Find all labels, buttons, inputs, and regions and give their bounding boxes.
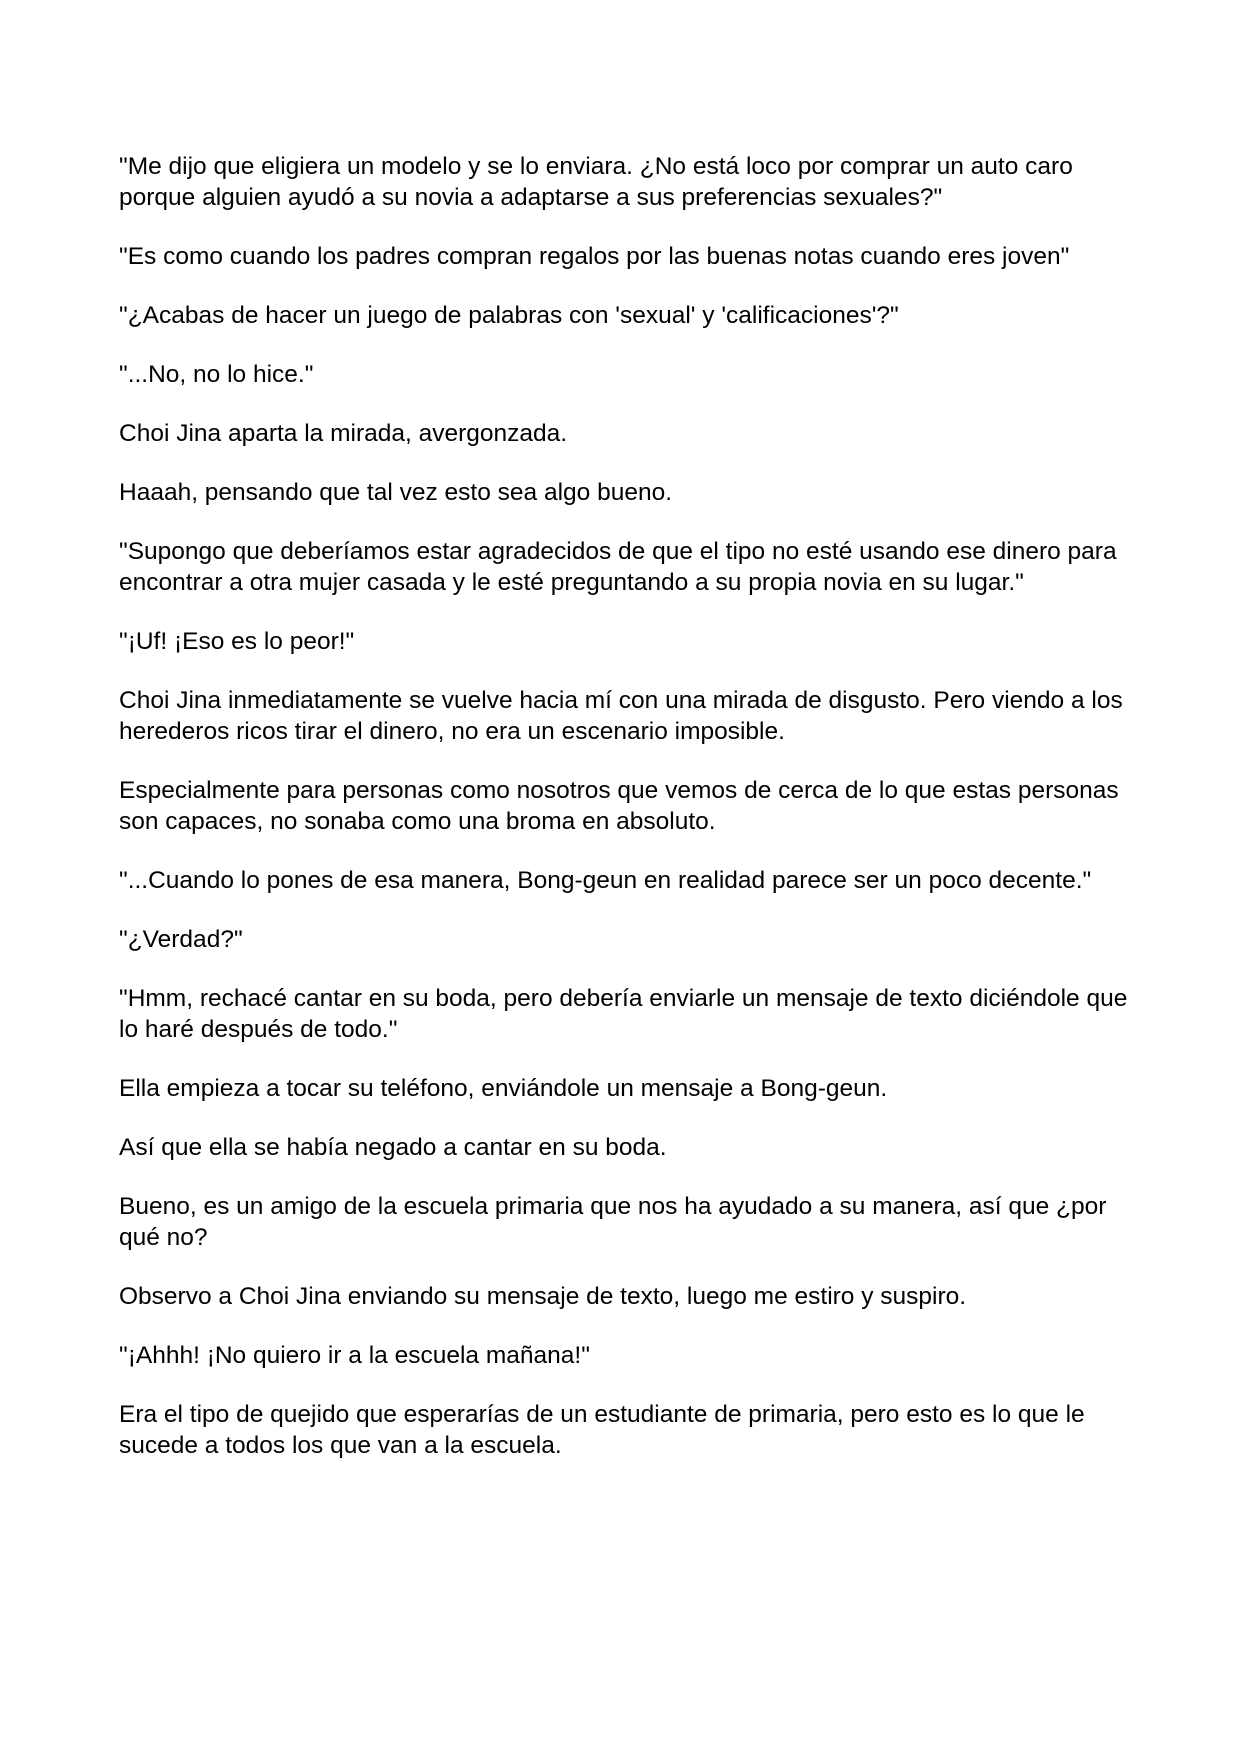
paragraph: "Hmm, rechacé cantar en su boda, pero debería enviarle un mensaje de texto diciéndole que lo haré después de todo." [119,985,1128,1043]
paragraph: "...No, no lo hice." [119,361,314,388]
paragraph: "¿Verdad?" [119,926,243,953]
text-column [119,151,1129,1489]
paragraph: Ella empieza a tocar su teléfono, enviándole un mensaje a Bong-geun. [119,1075,888,1102]
paragraph: "¡Ahhh! ¡No quiero ir a la escuela mañana!" [119,1342,590,1369]
paragraph: Observo a Choi Jina enviando su mensaje de texto, luego me estiro y suspiro. [119,1283,967,1310]
paragraph: "Supongo que deberíamos estar agradecidos de que el tipo no esté usando ese dinero para encontrar a otra mujer casada y le esté preguntando a su propia novia en su lugar." [119,538,1117,596]
paragraph: Así que ella se había negado a cantar en su boda. [119,1134,667,1161]
paragraph: "¿Acabas de hacer un juego de palabras con 'sexual' y 'calificaciones'?" [119,302,899,329]
paragraph: Haaah, pensando que tal vez esto sea algo bueno. [119,479,673,506]
paragraph: "Me dijo que eligiera un modelo y se lo enviara. ¿No está loco por comprar un auto caro porque alguien ayudó a su novia a adaptarse a sus preferencias sexuales?" [119,153,1073,211]
paragraph: Bueno, es un amigo de la escuela primaria que nos ha ayudado a su manera, así que ¿por qué no? [119,1193,1107,1251]
paragraph: Especialmente para personas como nosotros que vemos de cerca de lo que estas personas son capaces, no sonaba como una broma en absoluto. [119,777,1119,835]
paragraph: Era el tipo de quejido que esperarías de un estudiante de primaria, pero esto es lo que le sucede a todos los que van a la escuela. [119,1401,1085,1459]
paragraph: "...Cuando lo pones de esa manera, Bong-geun en realidad parece ser un poco decente." [119,867,1092,894]
paragraph: Choi Jina inmediatamente se vuelve hacia mí con una mirada de disgusto. Pero viendo a los herederos ricos tirar el dinero, no era un escenario imposible. [119,687,1123,745]
paragraph: "Es como cuando los padres compran regalos por las buenas notas cuando eres joven" [119,243,1070,270]
paragraph: Choi Jina aparta la mirada, avergonzada. [119,420,568,447]
paragraph: "¡Uf! ¡Eso es lo peor!" [119,628,355,655]
